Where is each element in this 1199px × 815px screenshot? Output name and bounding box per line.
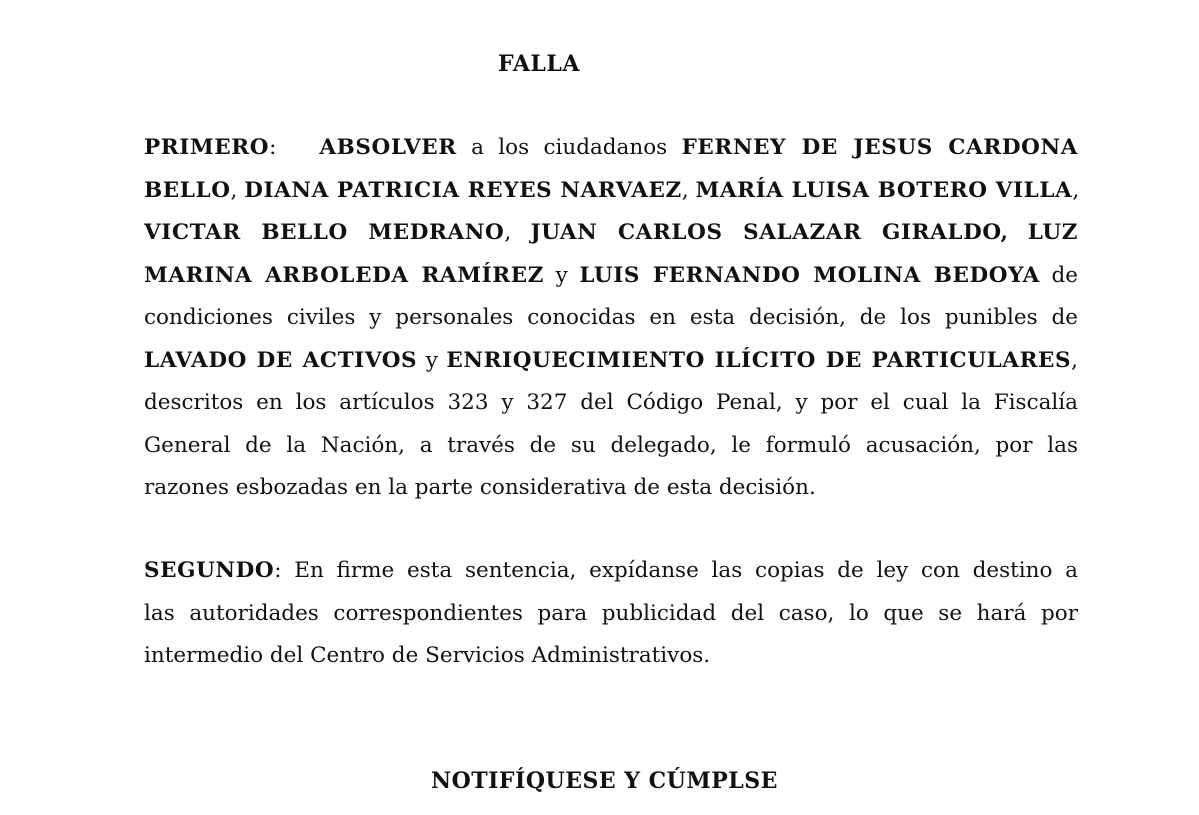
segundo-label: SEGUNDO: [144, 558, 275, 583]
defendant-name: MARÍA LUISA BOTERO VILLA: [695, 177, 1073, 203]
text-segment: : En firme esta sentencia, expídanse las copias de ley con destino a: [274, 558, 1078, 583]
separator: ,: [1071, 347, 1078, 373]
text-segment: a los ciudadanos: [471, 135, 668, 160]
text-line: [144, 212, 1078, 255]
separator: ,: [1072, 177, 1080, 203]
text-line: General de la Nación, a través de su delegado, le formuló acusación, por las: [144, 432, 1078, 458]
text-line: descritos en los artículos 323 y 327 del Código Penal, y por el cual la Fiscalía: [144, 390, 1078, 415]
text-segment: y: [555, 262, 568, 288]
defendant-name: JUAN CARLOS SALAZAR GIRALDO,: [530, 220, 1009, 245]
defendant-name: LUZ: [1027, 220, 1078, 245]
text-line: [144, 550, 1078, 593]
text-line: razones esbozadas en la parte considerativa de esta decisión.: [144, 475, 816, 500]
defendant-name: VICTAR BELLO MEDRANO: [144, 220, 505, 245]
text-segment: y: [425, 347, 438, 373]
absolver-action: ABSOLVER: [319, 135, 457, 160]
text-line: las autoridades correspondientes para publicidad del caso, lo que se hará por: [144, 600, 1078, 626]
primero-paragraph: [144, 127, 1078, 510]
defendant-name: DIANA PATRICIA REYES NARVAEZ: [244, 177, 682, 203]
defendant-name: FERNEY DE JESUS CARDONA: [681, 135, 1078, 160]
closing-heading: NOTIFÍQUESE Y CÚMPLSE: [431, 768, 778, 794]
text-segment: de: [1051, 262, 1079, 288]
text-line: [144, 127, 1078, 170]
segundo-paragraph: [144, 550, 1078, 678]
separator: ,: [230, 177, 238, 203]
separator: ,: [504, 220, 512, 245]
text-line: [144, 255, 1078, 298]
crime-name: LAVADO DE ACTIVOS: [144, 347, 418, 373]
text-line: [144, 340, 1078, 383]
crime-name: ENRIQUECIMIENTO ILÍCITO DE PARTICULARES: [446, 347, 1072, 373]
primero-colon: :: [269, 135, 277, 160]
text-line: [144, 170, 1078, 213]
separator: ,: [681, 177, 689, 203]
defendant-name: BELLO: [144, 177, 231, 203]
text-line: condiciones civiles y personales conocidas en esta decisión, de los punibles de: [144, 305, 1078, 330]
defendant-name: MARINA ARBOLEDA RAMÍREZ: [144, 262, 545, 288]
defendant-name: LUIS FERNANDO MOLINA BEDOYA: [579, 262, 1040, 288]
text-line: intermedio del Centro de Servicios Administrativos.: [144, 643, 711, 668]
falla-heading: FALLA: [498, 51, 580, 77]
primero-label: PRIMERO: [144, 135, 270, 160]
